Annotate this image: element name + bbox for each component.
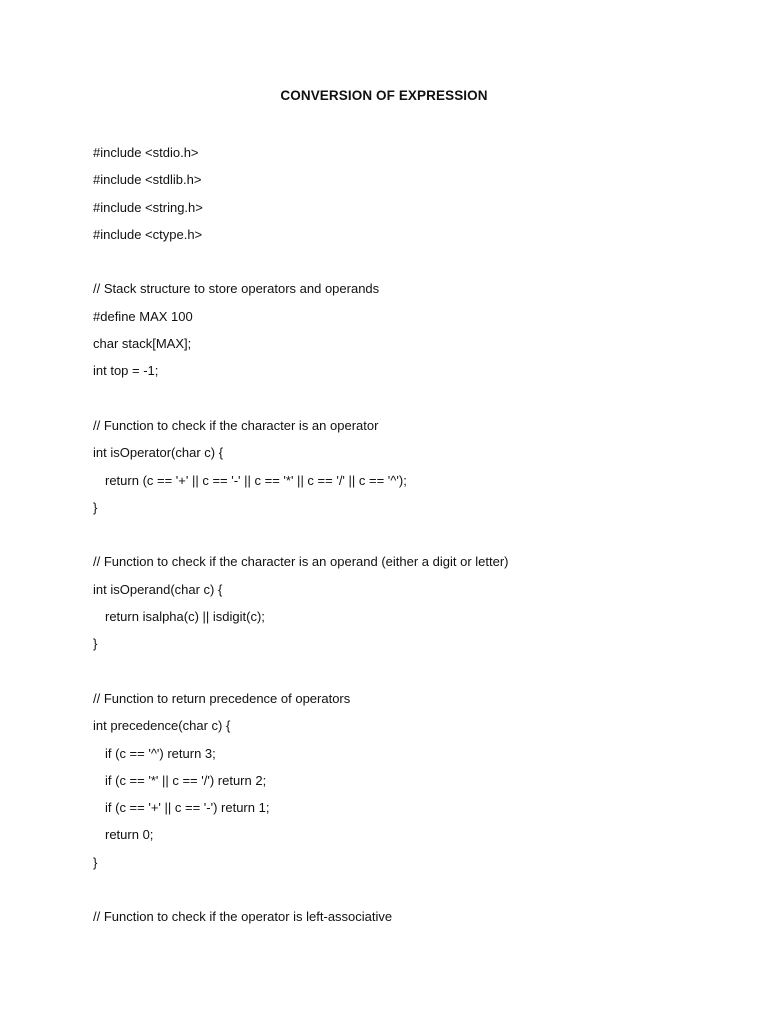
document-title: CONVERSION OF EXPRESSION [280, 88, 488, 103]
code-line: } [93, 499, 98, 515]
code-line: if (c == '*' || c == '/') return 2; [105, 772, 267, 788]
blank-line [93, 524, 733, 551]
code-comment: // Function to check if the character is an operator [93, 417, 379, 433]
code-line: #include <stdlib.h> [93, 172, 202, 188]
blank-line [93, 661, 733, 688]
blank-line [93, 879, 733, 906]
code-line: #define MAX 100 [93, 308, 193, 324]
code-line: return isalpha(c) || isdigit(c); [105, 609, 265, 625]
code-line: #include <stdio.h> [93, 145, 199, 160]
code-line: } [93, 636, 98, 652]
blank-line [93, 251, 733, 278]
code-line: char stack[MAX]; [93, 336, 192, 352]
code-comment: // Function to return precedence of operators [93, 690, 351, 706]
code-listing [93, 142, 733, 934]
code-line: int top = -1; [93, 363, 159, 379]
code-line: #include <string.h> [93, 199, 203, 215]
code-line: return (c == '+' || c == '-' || c == '*' || c == '/' || c == '^'); [105, 472, 407, 488]
code-line: int isOperator(char c) { [93, 445, 224, 461]
code-line: if (c == '+' || c == '-') return 1; [105, 800, 270, 816]
code-comment: // Stack structure to store operators and operands [93, 281, 380, 297]
code-comment: // Function to check if the character is an operand (either a digit or letter) [93, 554, 509, 570]
code-line: int precedence(char c) { [93, 718, 231, 734]
code-line: int isOperand(char c) { [93, 581, 223, 597]
code-comment: // Function to check if the operator is left-associative [93, 909, 393, 925]
blank-line [93, 388, 733, 415]
code-line: } [93, 854, 98, 870]
code-line: return 0; [105, 827, 154, 843]
code-line: #include <ctype.h> [93, 226, 203, 242]
code-line: if (c == '^') return 3; [105, 745, 216, 761]
